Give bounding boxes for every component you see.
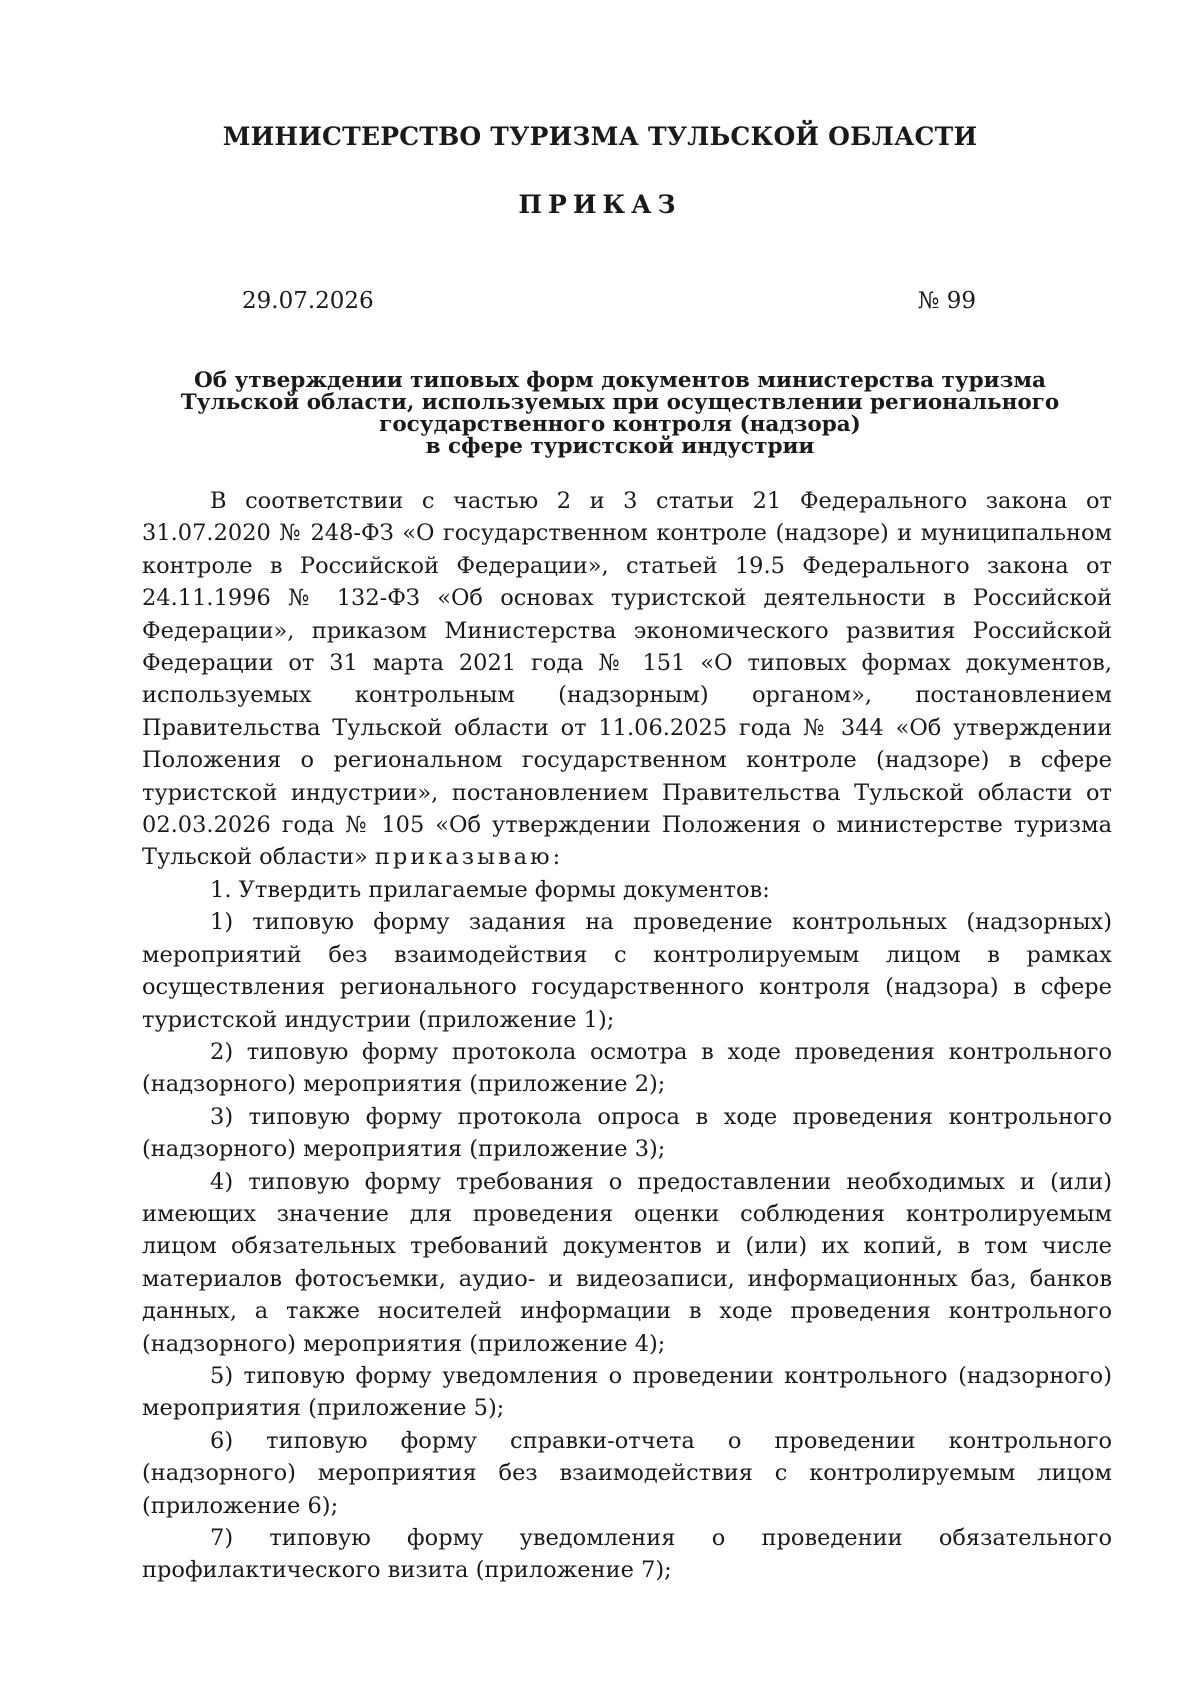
subitem-paragraph: 2) типовую форму протокола осмотра в ходе проведения контрольного (надзорного) мероприятия (приложение 2); xyxy=(142,1038,1112,1098)
order-subject xyxy=(170,370,1070,458)
subitem-paragraph: 7) типовую форму уведомления о проведении обязательного профилактического визита (приложение 7); xyxy=(142,1525,1112,1584)
subject-line: Об утверждении типовых форм документов министерства туризма xyxy=(194,368,1046,393)
ministry-heading: МИНИСТЕРСТВО ТУРИЗМА ТУЛЬСКОЙ ОБЛАСТИ xyxy=(222,122,978,151)
subitem-paragraph: 3) типовую форму протокола опроса в ходе проведения контрольного (надзорного) мероприятия (приложение 3); xyxy=(142,1103,1112,1163)
order-date: 29.07.2026 xyxy=(242,288,374,314)
item-paragraph: 1. Утвердить прилагаемые формы документов: xyxy=(210,876,770,903)
order-number: № 99 xyxy=(917,288,976,314)
subject-line: Тульской области, используемых при осуществлении регионального xyxy=(180,390,1060,415)
order-word: приказываю: xyxy=(374,844,564,871)
order-title: ПРИКАЗ xyxy=(518,190,682,219)
order-body xyxy=(142,485,1112,1587)
subitem-paragraph: 5) типовую форму уведомления о проведении контрольного (надзорного) мероприятия (приложение 5); xyxy=(142,1362,1112,1422)
subitem-paragraph: 4) типовую форму требования о предоставлении необходимых и (или) имеющих значение для проведения оценки соблюдения контролируемым лицом обязательных требований документов и (или) их копий, в том числе материалов фотосъемки, аудио- и видеозаписи, информационных баз, банков данных, а также носителей информации в ходе проведения контрольного (надзорного) мероприятия (приложение 4); xyxy=(142,1168,1112,1357)
subitem-paragraph: 6) типовую форму справки-отчета о проведении контрольного (надзорного) мероприятия без взаимодействия с контролируемым лицом (приложение 6); xyxy=(142,1427,1112,1519)
subject-line: государственного контроля (надзора) xyxy=(379,412,861,437)
subject-line: в сфере туристской индустрии xyxy=(425,434,815,459)
subitem-paragraph: 1) типовую форму задания на проведение контрольных (надзорных) мероприятий без взаимодействия с контролируемым лицом в рамках осуществления регионального государственного контроля (надзора) в сфере туристской индустрии (приложение 1); xyxy=(142,909,1112,1033)
preamble-paragraph xyxy=(142,485,1112,874)
preamble-text: В соответствии с частью 2 и 3 статьи 21 Федерального закона от 31.07.2020 № 248-ФЗ «О государственном контроле (надзоре) и муниципальном контроле в Российской Федерации», статьей 19.5 Федерального закона от 24.11.1996 № 132-ФЗ «Об основах туристской деятельности в Российской Федерации», приказом Министерства экономического развития Российской Федерации от 31 марта 2021 года № 151 «О типовых формах документов, используемых контрольным (надзорным) органом», постановлением Правительства Тульской области от 11.06.2025 года № 344 «Об утверждении Положения о региональном государственном контроле (надзоре) в сфере туристской индустрии», постановлением Правительства Тульской области от 02.03.2026 года № 105 «Об утверждении Положения о министерстве туризма Тульской области» xyxy=(142,488,1112,871)
